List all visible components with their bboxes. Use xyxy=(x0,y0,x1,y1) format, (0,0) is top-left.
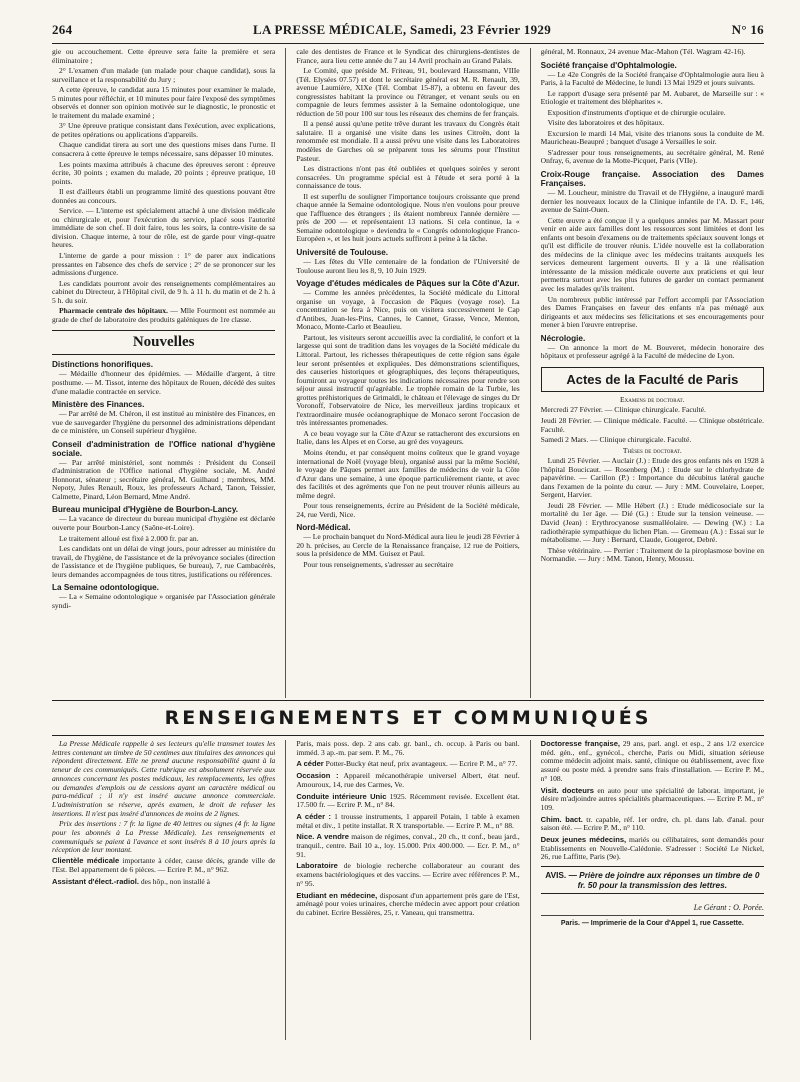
item-text: A ce beau voyage sur la Côte d'Azur se rattacheront des excursions en Italie, dans les Alpes et en Corse, au gré des voyageurs. xyxy=(296,428,520,447)
item-title: Voyage d'études médicales de Pâques sur la Côte d'Azur. xyxy=(296,279,520,289)
section-heading: Actes de la Faculté de Paris xyxy=(566,371,739,387)
paragraph: A cette épreuve, le candidat aura 15 minutes pour examiner le malade, 5 minutes pour réfléchir, et 10 minutes pour faire l'exposé des symptômes observés et donner son opinion motivée sur le diagnostic, le pronostic et le traitement du malade examiné ; xyxy=(52,85,276,120)
item-text: Le traitement alloué est fixé à 2.000 fr. par an. xyxy=(59,533,199,543)
paragraph: 2° L'examen d'un malade (un malade pour chaque candidat), sous la surveillance et la responsabilité du Jury ; xyxy=(52,66,276,84)
ad-title: A céder : xyxy=(296,811,331,821)
item-text: Visite des laboratoires et des hôpitaux. xyxy=(547,118,665,128)
item-text: Excursion le mardi 14 Mai, visite des trianons sous la conduite de M. Mauricheau-Beaupré ; banquet d'usage à Versailles le soir. xyxy=(540,128,764,147)
thesis-entry: Jeudi 28 Février. — Mlle Hébert (J.) : Etude médicosociale sur la mortalité du 1er âge. — Dié (G.) : Etude sur la tension veineuse. — David (Jean) : Erythrocyanose susmalléolaire. — Dewing (W.) : La radiothérapie sympathique du lichen Plan. — Gremeau (A.) : Essai sur le métabolisme. — Jury : Bernard, Claude, Gougerot, Debré. xyxy=(540,500,764,545)
item-text: — Mlle Fourmont est nommée au grade de chef de laboratoire des produits galéniques de 1re classe. xyxy=(52,306,276,324)
paragraph: Chaque candidat tirera au sort une des questions mises dans l'urne. Il consacrera à cette épreuve le temps nécessaire, sans dépasser 10 minutes. xyxy=(52,140,276,159)
ad-title: Clientèle médicale xyxy=(52,856,120,866)
item-text: — Par arrêté de M. Chéron, il est institué au ministère des Finances, en vue de sauvegarder l'hygiène du personnel des administrations dépendant de ce ministère, un Conseil supérieur d'hygiène. xyxy=(52,409,276,436)
exam-entry: Samedi 2 Mars. — Clinique chirurgicale. Faculté. xyxy=(540,435,692,445)
classified-ad xyxy=(52,878,275,887)
ad-title: Chim. bact. xyxy=(540,814,583,824)
item-text: Cette œuvre a été conçue il y a quelques années par M. Massart pour venir en aide aux familles dont les ressources sont limitées et dont les enfants ont besoin d'examens ou de traitements spéciaux souvent longs et qu'il est difficile de trouver réunis. L'idée nouvelle est la collaboration des médecins de la clinique avec les médecins traitants auxquels les services demeurent largement ouverts. Il y a là une réalisation intéressante de la mission médicale ouverte aux praticiens et qui leur permettra surtout avec les plus futures de garder un contact permanent avec les malades qu'ils traitent. xyxy=(540,215,764,294)
ad-text: des hôp., non installé à xyxy=(140,876,210,886)
paragraph: Il est d'ailleurs établi un programme limité des questions pouvant être données au concours. xyxy=(52,187,276,205)
item-text: — Médaille d'honneur des épidémies. — Médaille d'argent, à titre posthume. — M. Tissot, interne des hôpitaux de Rouen, décédé des suites d'une maladie contractée en service. xyxy=(52,369,276,396)
notice-paragraph: La Presse Médicale rappelle à ses lecteurs qu'elle transmet toutes les lettres contenant un timbre de 50 centimes aux titulaires des annonces qui répondent directement. Elle ne prend aucune responsabilité quant à la teneur de ces communiqués. Cette rubrique est absolument réservée aux annonces concernant les postes médicaux, les remplacements, les offres ou demandes d'emplois ou de cessions ayant un caractère médical ou para-médical ; il n'y est inséré aucune annonce commerciale. L'administration se réserve, après examen, le droit de refuser les insertions. Il n'est pas inséré d'annonces de moins de 2 lignes. xyxy=(52,740,276,818)
paragraph: cale des dentistes de France et le Syndicat des chirurgiens-dentistes de France, aura lieu cette année du 7 au 14 Avril prochain au Grand Palais. xyxy=(296,48,520,65)
classified-ad xyxy=(541,836,764,862)
ad-title: Visit. docteurs xyxy=(540,785,594,795)
ad-title: Conduite intérieure Unic xyxy=(296,791,387,801)
paragraph: L'interne de garde a pour mission : 1° de parer aux indications pressantes en l'absence des chefs de service ; 2° de se prononcer sur les admissions d'urgence. xyxy=(52,251,276,278)
ad-text: Potter-Bucky état neuf, prix avantageux. — Ecrire P. M., n° 77. xyxy=(325,759,518,769)
classified-ad xyxy=(541,816,764,833)
avis-label: AVIS. xyxy=(545,870,567,881)
classified-ad xyxy=(296,833,519,859)
ad-text: de biologie recherche collaborateur au courant des examens bactériologiques et des vaccins. — Ecrire avec références P. M., n° 95. xyxy=(296,861,520,888)
item-text: — M. Loucheur, ministre du Travail et de l'Hygiène, a inauguré mardi dernier les nouveaux locaux de la Clinique infantile de l'A. D. F., 146, avenue de Saint-Ouen. xyxy=(540,188,764,215)
paragraph: Service. — L'interne est spécialement attaché à une division médicale ou chirurgicale et, pour l'exécution du service, placé sous l'autorité immédiate de son chef. Il doit faire, tous les soirs, la contre-visite de sa division. Chaque interne, à tour de rôle, est de garde pour vingt-quatre heures. xyxy=(52,206,276,250)
paragraph: Le Comité, que préside M. Friteau, 91, boulevard Haussmann, VIIIe (Tél. Elysées 07.57) et dont le secrétaire général est M. R. Renault, 39, avenue Laumière, XIXe (Tél. Combat 15-87), a obtenu en faveur des congressistes habitant la province ou l'étranger, et venant seuls ou en compagnie de leurs femmes assister à la Semaine odontologique, une réduction de 50 pour 100 sur tous les réseaux des chemins de fer français. xyxy=(296,66,520,118)
issue-number: N° 16 xyxy=(731,22,764,37)
item-text: Partout, les visiteurs seront accueillis avec la cordialité, le confort et la largesse qui sont de tradition dans les voyages de la Société médicale du Littoral. Partout, les richesses thérapeutiques de cette région sans égale leur seront présentées et expliquées. Des démonstrations scientifiques, des causeries historiques et géographiques, des leçons thérapeutiques, fourniront au voyageur toutes les indications nécessaires pour rendre son séjour aussi instructif qu'agréable. Le trophée romain de la Turbie, les grottes préhistoriques de Grimaldi, le château et l'élevage de singes du Dr Voronoff, l'observatoire de Nice, les merveilleux jardins tropicaux et l'extraordinaire musée océanographique de Monaco seront l'occasion de très intéressantes promenades. xyxy=(296,332,520,428)
printer-line: Paris. — Imprimerie de la Cour d'Appel 1, rue Cassette. xyxy=(560,919,744,927)
classified-ad xyxy=(296,793,519,810)
classified-ad xyxy=(296,772,519,789)
running-head xyxy=(52,22,764,40)
ad-text: importante à céder, cause décès, grande ville de l'Est. Bel appartement de 6 pièces. — Ecrire P. M., n° 962. xyxy=(52,856,276,874)
classified-ad xyxy=(52,857,275,874)
item-text: Pour tous renseignements, s'adresser au secrétaire xyxy=(303,559,454,569)
avis-box xyxy=(541,866,764,894)
ad-text: en auto pour une spécialité de laborat. important, je désire m'adjoindre autres spécialités pharmaceutiques. — Ecrire P. M., n° 109. xyxy=(540,785,764,812)
paragraph: Il est superflu de souligner l'importance toujours croissante que prend chaque année la Semaine odontologique. Nous n'en voulons pour preuve que l'affluence des étrangers ; ils étaient nombreux l'année dernière — près de 200 — et représentaient 13 nations. Si cela continue, la « Semaine odontologique » deviendra le « Congrès odontologique Franco-Européen », et les huit jours actuels suffiront à peine à la tâche. xyxy=(296,191,520,244)
item-title: Croix-Rouge française. Association des Dames Françaises. xyxy=(540,170,764,189)
item-title: La Semaine odontologique. xyxy=(52,583,159,593)
column-3 xyxy=(541,48,764,698)
item-title: Bureau municipal d'Hygiène de Bourbon-Lancy. xyxy=(52,505,239,515)
paragraph: Il a pensé aussi qu'une petite trêve durant les travaux du Congrès était salutaire. Il a organisé une visite dans les usines Citroën, dont la renommée est mondiale. Il a aussi prévu une visite dans les Laboratoires modèles de Garches où se préparent tous les sérums pour l'Institut Pasteur. xyxy=(296,119,520,163)
classified-ad xyxy=(296,862,519,888)
column-separator xyxy=(285,740,286,1040)
ad-title: Etudiant en médecine, xyxy=(296,890,378,900)
lower-columns xyxy=(52,740,764,1040)
item-title: Conseil d'administration de l'Office national d'hygiène sociale. xyxy=(52,439,276,458)
item-title: Nécrologie. xyxy=(540,333,586,343)
subheading: Thèses de doctorat. xyxy=(622,445,682,455)
item-text: — Le prochain banquet du Nord-Médical aura lieu le jeudi 28 Février à 20 h. précises, au Cercle de la Renaissance française, 12 rue de Poitiers, sous la présidence de MM. Guisez et Paul. xyxy=(296,532,520,559)
ads-column-2 xyxy=(296,740,519,1040)
avis-text: — Prière de joindre aux réponses un timbre de 0 fr. 50 pour la transmission des lettres. xyxy=(568,870,760,891)
ad-title: Nice. A vendre xyxy=(296,832,349,842)
paragraph: Les distractions n'ont pas été oubliées et quelques soirées y seront consacrées. Un programme spécial est à l'étude et sera porté à la connaissance de tous. xyxy=(296,164,520,191)
ads-column-3 xyxy=(541,740,764,1040)
ads-column-1 xyxy=(52,740,275,1040)
item-title: Distinctions honorifiques. xyxy=(52,360,153,370)
gerant-line: Le Gérant : O. Porée. xyxy=(541,904,764,916)
section-heading: Nouvelles xyxy=(132,334,195,351)
item-text: Les candidats ont un délai de vingt jours, pour adresser au ministère du travail, de l'hygiène, de l'assistance et de la prévoyance sociales (direction de l'assistance et de l'hygiène publiques, 6e bureau), 7, rue Cambacérès, leurs demandes accompagnées de tous titres, justifications ou références. xyxy=(52,544,276,579)
ad-title: Assistant d'élect.-radiol. xyxy=(52,876,139,886)
item-text: Un nombreux public intéressé par l'effort accompli par l'Association des Dames Françaises en faveur des enfants n'a pas ménagé aux dirigeants et aux médecins ses félicitations et ses encouragements pour mener à bien l'œuvre entreprise. xyxy=(540,294,764,330)
item-text: — Comme les années précédentes, la Société médicale du Littoral organise un voyage, à l'occasion de Pâques (voyage rose). La concentration se fera à Nice, puis on visitera successivement le Cap d'Antibes, Juan-les-Pins, Cannes, le Cannet, Grasse, Vence, Menton, Monaco, Monte-Carlo et Beaulieu. xyxy=(296,288,520,332)
ad-text: disposant d'un appartement près gare de l'Est, aménagé pour voies urinaires, cherche médecin avec apport pour création du cabinet. Ecrire Bessières, 25, r. Vaneau, qui transmettra. xyxy=(296,890,520,917)
price-paragraph: Prix des insertions : 7 fr. la ligne de 40 lettres ou signes (4 fr. la ligne pour les abonnés à La Presse Médicale). Les renseignements et communiqués se paient à l'avance et sont insérés 8 à 10 jours après la réception de leur montant. xyxy=(52,819,276,855)
ad-text: tr. capable, réf. 1er ordre, ch. pl. dans lab. d'anal. pour saison été. — Ecrire P. M., n° 110. xyxy=(540,814,764,833)
column-separator xyxy=(530,48,531,698)
ad-text: maison de régimes, conval., 20 ch., tt conf., beau jard., tranquil., centre. Bail 10 a., loy. 15.000. Prix 400.000. — Ecr. P. M., n° 91. xyxy=(296,832,520,859)
classified-ad xyxy=(541,740,764,784)
ad-title: Occasion : xyxy=(296,771,339,781)
item-text: — Les fêtes du VIIe centenaire de la fondation de l'Université de Toulouse auront lieu les 8, 9, 10 Juin 1929. xyxy=(296,257,520,275)
paragraph: gie ou accouchement. Cette épreuve sera faite la première et sera éliminatoire ; xyxy=(52,48,276,65)
column-separator xyxy=(285,48,286,698)
item-text: — La « Semaine odontologique » organisée par l'Association générale syndi- xyxy=(52,592,276,610)
ad-text: 29 ans, parl. angl. et esp., 2 ans 1/2 exercice méd. gén., enf., gynécol., cherche, Paris ou Midi, situation sérieuse comme médecin adjoint mais. santé, clinique ou établissement, avec fixe assuré ou poste méd. à prendre sans frais d'installation. — Ecrire P. M., n° 108. xyxy=(540,740,764,783)
ad-text: 1925. Récemment revisée. Excellent état. 17.500 fr. — Ecrire P. M., n° 84. xyxy=(296,791,520,810)
ad-title: Laboratoire xyxy=(296,861,338,871)
thesis-entry: Lundi 25 Février. — Auclair (J.) : Etude des gros enfants nés en 1928 à l'hôpital Boucicaut. — Rosenberg (M.) : Etude sur le chlorhydrate de papavérine. — Carillon (P.) : Importance du décubitus latéral gauche dans l'examen de la pointe du cœur. — Jury : MM. Couvelaire, Loeper, Sergent, Harvier. xyxy=(540,456,764,500)
ad-text: mariés ou célibataires, sont demandés pour Etablissements en Nouvelle-Calédonie. S'adresser : Société Le Nickel, 26, rue Laffitte, Paris (9e). xyxy=(540,835,764,862)
column-separator xyxy=(530,740,531,1040)
item-text: — On annonce la mort de M. Bouveret, médecin honoraire des hôpitaux et professeur agrégé à la Faculté de médecine de Lyon. xyxy=(540,342,764,361)
classified-ad xyxy=(541,787,764,813)
classified-ad xyxy=(296,813,519,830)
upper-columns xyxy=(52,48,764,698)
ad-text: 1 trousse instruments, 1 appareil Potain, 1 table à examen métal et div., 1 petite installat. R X transportable. — Ecrire P. M., n° 88. xyxy=(296,811,520,830)
paragraph: 3° Une épreuve pratique consistant dans l'exécution, avec explications, de petites opérations ou applications d'appareils. xyxy=(52,121,276,139)
ad-title: Doctoresse française, xyxy=(540,740,621,748)
item-text: Moins étendu, et par conséquent moins coûteux que le grand voyage international de Noël (voyage bleu), organisé aussi par la même Société, le voyage de Pâques permet aux familles de médecins de voir la Côte d'Azur dans une semaine, à une époque particulièrement riante, et avec des facilités et des agréments que l'on ne peut trouver réunis ailleurs au même degré. xyxy=(296,447,520,500)
top-rule xyxy=(52,43,764,44)
item-title: Société française d'Ophtalmologie. xyxy=(540,60,677,70)
page-number: 264 xyxy=(52,22,73,37)
item-text: Exposition d'instruments d'optique et de chirurgie oculaire. xyxy=(547,107,726,117)
classified-ad xyxy=(296,760,519,769)
renseignements-heading: RENSEIGNEMENTS ET COMMUNIQUÉS xyxy=(52,701,764,736)
paragraph: général, M. Ronnaux, 24 avenue Mac-Mahon (Tél. Wagram 42-16). xyxy=(540,48,746,56)
item-text: Le rapport d'usage sera présenté par M. Aubaret, de Marseille sur : « Etiologie et traitement des blépharites ». xyxy=(540,88,764,107)
ad-title: Deux jeunes médecins, xyxy=(540,835,627,845)
exam-entry: Jeudi 28 Février. — Clinique médicale. Faculté. — Clinique obstétricale. Faculté. xyxy=(540,415,764,434)
item-text: — Par arrêté ministériel, sont nommés : Président du Conseil d'administration de l'Office national d'hygiène sociale, M. André Honnorat, sénateur ; secrétaire général, M. Guilhaud ; membres, MM. Nepoty, Jules Renault, Roux, les professeurs Achard, Tanon, Teissier, Calmette, Pinard, Léon Bernard, Mme André. xyxy=(52,457,276,501)
actes-heading-box xyxy=(541,367,764,392)
item-title: Pharmacie centrale des hôpitaux. xyxy=(59,306,168,316)
exam-entry: Mercredi 27 Février. — Clinique chirurgicale. Faculté. xyxy=(540,405,706,415)
news-item xyxy=(52,307,275,324)
item-text: S'adresser pour tous renseignements, au secrétaire général, M. René Onfray, 6, avenue de la Motte-Picquet, Paris (VIIe). xyxy=(540,147,764,166)
item-title: Nord-Médical. xyxy=(296,523,351,533)
paragraph: Les candidats pourront avoir des renseignements complémentaires au cabinet du Directeur, à l'Hôpital civil, de 9 h. à 11 h. du matin et de 2 h. à 5 h. du soir. xyxy=(52,278,276,305)
column-2 xyxy=(296,48,519,698)
thesis-entry: Thèse vétérinaire. — Perrier : Traitement de la piroplasmose bovine en Normandie. — Jury : MM. Tanon, Henry, Moussu. xyxy=(540,545,764,564)
item-title: Ministère des Finances. xyxy=(52,400,145,410)
subheading: Examens de doctorat. xyxy=(620,394,685,404)
item-text: — La vacance de directeur du bureau municipal d'hygiène est déclarée ouverte pour Bourbon-Lancy (Saône-et-Loire). xyxy=(52,514,276,532)
item-text: — Le 42e Congrès de la Société française d'Ophtalmologie aura lieu à Paris, à la Faculté de Médecine, le lundi 13 Mai 1929 et jours suivants. xyxy=(540,69,764,88)
classified-ad xyxy=(296,892,519,918)
classified-ad xyxy=(296,740,519,757)
ad-title: A céder xyxy=(296,759,324,769)
item-text: Pour tous renseignements, écrire au Président de la Société médicale, 24, rue Verdi, Nice. xyxy=(296,501,520,519)
item-title: Université de Toulouse. xyxy=(296,248,389,258)
journal-title: LA PRESSE MÉDICALE, Samedi, 23 Février 1929 xyxy=(253,22,551,37)
column-1 xyxy=(52,48,275,698)
paragraph: Les points maxima attribués à chacune des épreuves seront : épreuve écrite, 30 points ; examen du malade, 20 points ; épreuve pratique, 10 points. xyxy=(52,159,276,186)
ad-text: Appareil mécanothérapie universel Albert, état neuf. Amouroux, 14, rue des Carmes, Ve. xyxy=(296,771,520,789)
ad-text: Paris, mais poss. dep. 2 ans cab. gr. banl., ch. occup. à Paris ou banl. imméd. 3 ap.-m. par sem. P. M., 76. xyxy=(296,740,520,757)
nouvelles-heading-box xyxy=(52,330,275,355)
